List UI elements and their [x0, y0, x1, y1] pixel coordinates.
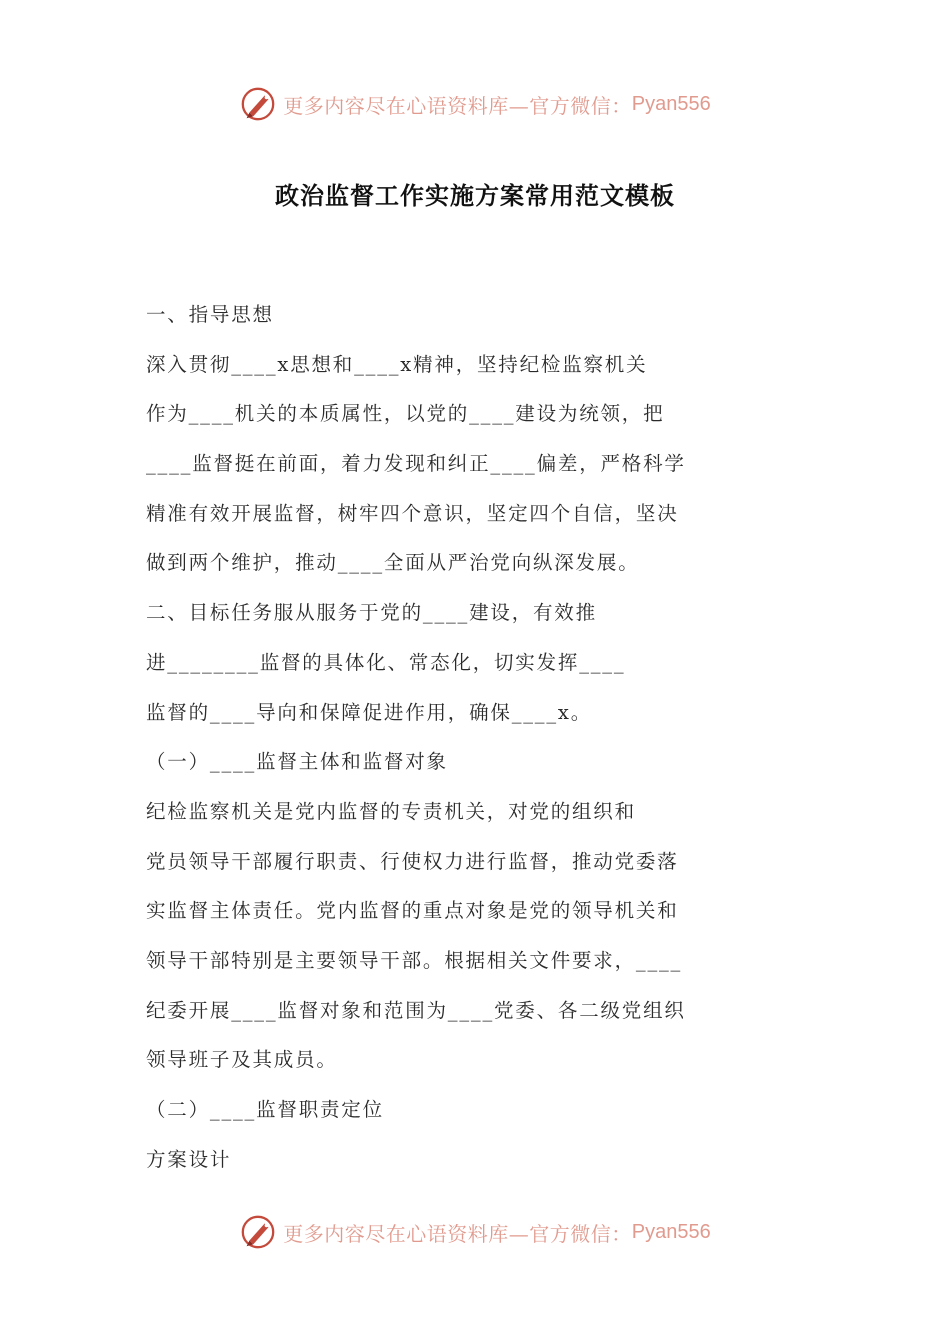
subheading-duty-positioning: （二）____监督职责定位 — [146, 1098, 384, 1121]
text-line: 进________监督的具体化、常态化，切实发挥____ — [146, 650, 626, 674]
text-line: 实监督主体责任。党内监督的重点对象是党的领导机关和 — [146, 899, 679, 923]
text-line: 精准有效开展监督，树牢四个意识，坚定四个自信，坚决 — [146, 501, 679, 525]
heading-guiding-ideology: 一、指导思想 — [146, 303, 274, 326]
text-line: 领导干部特别是主要领导干部。根据相关文件要求，____ — [146, 948, 683, 972]
text-line: 方案设计 — [146, 1147, 232, 1171]
text-line: 领导班子及其成员。 — [146, 1048, 338, 1072]
pen-logo-icon — [239, 1213, 277, 1251]
watermark-wechat-id: Pyan556 — [631, 1220, 711, 1243]
text-line: 纪检监察机关是党内监督的专责机关，对党的组织和 — [146, 799, 636, 823]
heading-goals-tasks: 二、目标任务服从服务于党的____建设，有效推 — [146, 601, 597, 625]
text-line: 监督的____导向和保障促进作用，确保____x。 — [146, 700, 592, 724]
watermark-banner-bottom — [0, 1210, 950, 1254]
subheading-subject-object: （一）____监督主体和监督对象 — [146, 750, 448, 774]
document-body — [146, 290, 746, 1184]
watermark-wechat-id: Pyan556 — [631, 92, 711, 115]
watermark-banner-top — [0, 82, 950, 126]
text-line: ____监督挺在前面，着力发现和纠正____偏差，严格科学 — [146, 452, 686, 476]
pen-logo-icon — [239, 85, 277, 123]
watermark-text: 更多内容尽在心语资料库—官方微信： — [283, 1221, 632, 1246]
text-line: 党员领导干部履行职责、行使权力进行监督，推动党委落 — [146, 849, 679, 873]
text-line: 做到两个维护，推动____全面从严治党向纵深发展。 — [146, 551, 640, 575]
text-line: 纪委开展____监督对象和范围为____党委、各二级党组织 — [146, 998, 686, 1022]
watermark-text: 更多内容尽在心语资料库—官方微信： — [283, 93, 632, 118]
document-title: 政治监督工作实施方案常用范文模板 — [275, 181, 675, 210]
text-line: 作为____机关的本质属性，以党的____建设为统领，把 — [146, 402, 665, 426]
text-line: 深入贯彻____x思想和____x精神，坚持纪检监察机关 — [146, 352, 648, 376]
